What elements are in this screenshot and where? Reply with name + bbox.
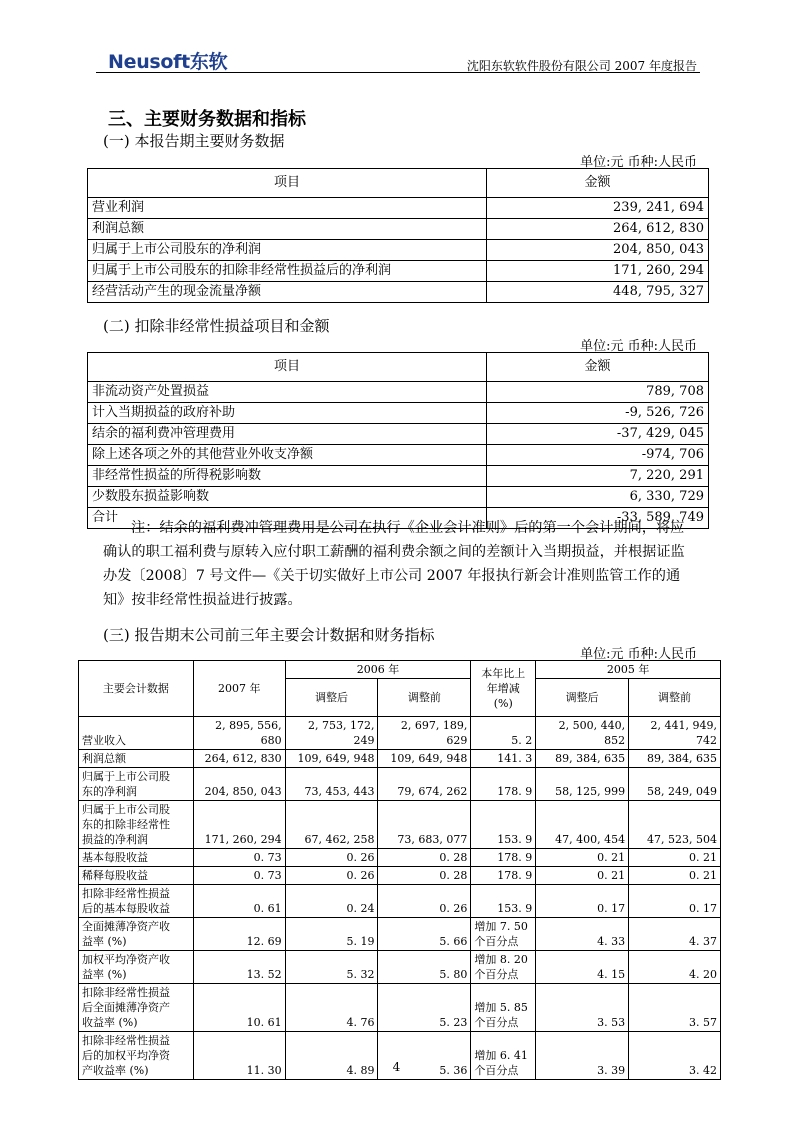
cell-change xyxy=(471,918,536,951)
header-divider xyxy=(96,72,700,73)
section-title: 三、主要财务数据和指标 xyxy=(108,109,306,130)
part3-title: (三) 报告期末公司前三年主要会计数据和财务指标 xyxy=(103,626,435,644)
row-item: 计入当期损益的政府补助 xyxy=(88,403,487,424)
change-line: 增加 8. 20 xyxy=(474,953,528,966)
cell-change xyxy=(471,867,536,885)
cell-y2007: 0. 73 xyxy=(193,867,285,885)
cell-y2007: 10. 61 xyxy=(193,984,285,1032)
header-change: 本年比上 年增减 (%) xyxy=(471,661,536,717)
row-item xyxy=(79,984,194,1032)
cell-a06: 0. 24 xyxy=(285,885,378,918)
row-item-line: 利润总额 xyxy=(82,752,126,765)
table-row xyxy=(88,198,709,219)
row-item-line: 基本每股收益 xyxy=(82,851,148,864)
cell-change xyxy=(471,801,536,849)
cell-a06: 73, 453, 443 xyxy=(285,768,378,801)
change-line: 153. 9 xyxy=(497,833,533,846)
cell-a05: 3. 39 xyxy=(536,1032,629,1080)
cell-b05: 0. 17 xyxy=(629,885,721,918)
report-header-title: 沈阳东软软件股份有限公司 2007 年度报告 xyxy=(466,59,697,73)
cell-a06: 2, 753, 172, 249 xyxy=(285,717,378,750)
cell-b05: 3. 57 xyxy=(629,984,721,1032)
row-item-line: 东的扣除非经常性 xyxy=(82,818,170,831)
row-amount: 789, 708 xyxy=(487,382,709,403)
change-line: 个百分点 xyxy=(474,935,519,948)
row-item xyxy=(79,951,194,984)
cell-b06: 5. 23 xyxy=(378,984,471,1032)
row-item-line: 扣除非经常性损益 xyxy=(82,986,170,999)
row-amount: 239, 241, 694 xyxy=(487,198,709,219)
row-item-line: 产收益率 (%) xyxy=(82,1064,149,1077)
cell-y2007: 13. 52 xyxy=(193,951,285,984)
cell-a06: 67, 462, 258 xyxy=(285,801,378,849)
cell-y2007: 0. 73 xyxy=(193,849,285,867)
row-item-line: 后的加权平均净资 xyxy=(82,1049,170,1062)
row-amount: 171, 260, 294 xyxy=(487,261,709,282)
cell-b05: 0. 21 xyxy=(629,849,721,867)
row-item: 合计 xyxy=(88,508,487,529)
row-item xyxy=(79,849,194,867)
part3-unit: 单位:元 币种:人民币 xyxy=(580,647,697,662)
row-item xyxy=(79,750,194,768)
cell-change xyxy=(471,717,536,750)
row-item: 归属于上市公司股东的净利润 xyxy=(88,240,487,261)
cell-a06: 5. 19 xyxy=(285,918,378,951)
cell-b06: 0. 28 xyxy=(378,849,471,867)
table-row xyxy=(88,382,709,403)
cell-b05: 0. 21 xyxy=(629,867,721,885)
row-amount: 7, 220, 291 xyxy=(487,466,709,487)
cell-b06: 2, 697, 189, 629 xyxy=(378,717,471,750)
cell-y2007: 171, 260, 294 xyxy=(193,801,285,849)
cell-b06: 5. 36 xyxy=(378,1032,471,1080)
row-amount: -33, 589, 749 xyxy=(487,508,709,529)
table-row xyxy=(79,750,721,768)
cell-b06: 5. 66 xyxy=(378,918,471,951)
part1-unit: 单位:元 币种:人民币 xyxy=(580,155,697,170)
row-item-line: 营业收入 xyxy=(82,734,126,747)
cell-a05: 0. 17 xyxy=(536,885,629,918)
cell-y2007: 11. 30 xyxy=(193,1032,285,1080)
row-item-line: 损益的净利润 xyxy=(82,833,148,846)
cell-b06: 0. 26 xyxy=(378,885,471,918)
cell-a06: 0. 26 xyxy=(285,867,378,885)
cell-a05: 58, 125, 999 xyxy=(536,768,629,801)
cell-b06: 79, 674, 262 xyxy=(378,768,471,801)
table-row xyxy=(79,801,721,849)
table-row xyxy=(79,951,721,984)
row-item-line: 收益率 (%) xyxy=(82,1016,138,1029)
row-item: 经营活动产生的现金流量净额 xyxy=(88,282,487,303)
change-line: 个百分点 xyxy=(474,1064,519,1077)
part2-title: (二) 扣除非经常性损益项目和金额 xyxy=(103,317,330,335)
cell-b06: 109, 649, 948 xyxy=(378,750,471,768)
row-item-line: 后全面摊薄净资产 xyxy=(82,1001,170,1014)
table-row xyxy=(79,885,721,918)
main-financial-table xyxy=(87,168,709,303)
row-item-line: 扣除非经常性损益 xyxy=(82,887,170,900)
table-row xyxy=(79,984,721,1032)
row-item xyxy=(79,918,194,951)
row-item-line: 稀释每股收益 xyxy=(82,869,148,882)
header-2007: 2007 年 xyxy=(193,661,285,717)
row-amount: -37, 429, 045 xyxy=(487,424,709,445)
row-item-line: 益率 (%) xyxy=(82,935,127,948)
table-row xyxy=(88,240,709,261)
company-logo: Neusoft东软 xyxy=(108,51,228,73)
cell-y2007: 2, 895, 556, 680 xyxy=(193,717,285,750)
table-row xyxy=(88,466,709,487)
part1-title: (一) 本报告期主要财务数据 xyxy=(103,132,285,150)
cell-change xyxy=(471,984,536,1032)
cell-change xyxy=(471,885,536,918)
row-item-line: 扣除非经常性损益 xyxy=(82,1034,170,1047)
row-item xyxy=(79,867,194,885)
row-item: 非流动资产处置损益 xyxy=(88,382,487,403)
cell-a05: 0. 21 xyxy=(536,849,629,867)
row-amount: 204, 850, 043 xyxy=(487,240,709,261)
cell-y2007: 264, 612, 830 xyxy=(193,750,285,768)
cell-y2007: 0. 61 xyxy=(193,885,285,918)
cell-a06: 0. 26 xyxy=(285,849,378,867)
footnote: 注：结余的福利费冲管理费用是公司在执行《企业会计准则》后的第一个会计期间，将应确认的职工福利费与原转入应付职工薪酬的福利费余额之间的差额计入当期损益，并根据证监办发〔2008〕7 号文件—《关于切实做好上市公司 2007 年报执行新会计准则监管工作的通知》按非经常性损益进行披露。 xyxy=(103,520,685,608)
row-item-line: 东的净利润 xyxy=(82,785,137,798)
cell-b05: 89, 384, 635 xyxy=(629,750,721,768)
change-line: 141. 3 xyxy=(497,752,533,765)
row-item: 非经常性损益的所得税影响数 xyxy=(88,466,487,487)
cell-b06: 73, 683, 077 xyxy=(378,801,471,849)
table-row xyxy=(79,918,721,951)
row-item-line: 归属于上市公司股 xyxy=(82,770,170,783)
table-row xyxy=(79,867,721,885)
cell-b05: 4. 20 xyxy=(629,951,721,984)
cell-a05: 89, 384, 635 xyxy=(536,750,629,768)
part2-unit: 单位:元 币种:人民币 xyxy=(580,339,697,354)
row-item-line: 归属于上市公司股 xyxy=(82,803,170,816)
cell-change xyxy=(471,951,536,984)
header-2006-before: 调整前 xyxy=(378,679,471,717)
row-amount: -974, 706 xyxy=(487,445,709,466)
three-year-table xyxy=(78,660,721,1080)
row-item: 营业利润 xyxy=(88,198,487,219)
row-item-line: 全面摊薄净资产收 xyxy=(82,920,170,933)
change-line: 5. 2 xyxy=(511,734,533,747)
col-header-amount: 金额 xyxy=(487,169,709,198)
row-item-line: 益率 (%) xyxy=(82,968,127,981)
table-row xyxy=(88,445,709,466)
header-2005: 2005 年 xyxy=(536,661,721,679)
change-line: 增加 5. 85 xyxy=(474,1001,528,1014)
row-item xyxy=(79,885,194,918)
row-item: 归属于上市公司股东的扣除非经常性损益后的净利润 xyxy=(88,261,487,282)
cell-b05: 47, 523, 504 xyxy=(629,801,721,849)
cell-a05: 4. 15 xyxy=(536,951,629,984)
cell-a05: 4. 33 xyxy=(536,918,629,951)
col-header-item: 项目 xyxy=(88,353,487,382)
header-2006: 2006 年 xyxy=(285,661,471,679)
table-row xyxy=(79,768,721,801)
cell-change xyxy=(471,768,536,801)
change-line: 178. 9 xyxy=(497,785,533,798)
change-line: 153. 9 xyxy=(497,902,533,915)
cell-change xyxy=(471,849,536,867)
change-line: 178. 9 xyxy=(497,851,533,864)
change-line: 增加 7. 50 xyxy=(474,920,528,933)
row-item xyxy=(79,717,194,750)
row-item: 利润总额 xyxy=(88,219,487,240)
cell-a06: 5. 32 xyxy=(285,951,378,984)
cell-a06: 4. 76 xyxy=(285,984,378,1032)
cell-b05: 58, 249, 049 xyxy=(629,768,721,801)
row-amount: 6, 330, 729 xyxy=(487,487,709,508)
change-line: 个百分点 xyxy=(474,1016,519,1029)
cell-b05: 3. 42 xyxy=(629,1032,721,1080)
col-header-item: 项目 xyxy=(88,169,487,198)
table-row xyxy=(79,849,721,867)
cell-b06: 5. 80 xyxy=(378,951,471,984)
table-row xyxy=(79,717,721,750)
row-amount: 264, 612, 830 xyxy=(487,219,709,240)
cell-y2007: 204, 850, 043 xyxy=(193,768,285,801)
row-item: 除上述各项之外的其他营业外收支净额 xyxy=(88,445,487,466)
row-item-line: 加权平均净资产收 xyxy=(82,953,170,966)
cell-b06: 0. 28 xyxy=(378,867,471,885)
table-row xyxy=(88,282,709,303)
header-item: 主要会计数据 xyxy=(79,661,194,717)
table-row xyxy=(88,219,709,240)
cell-b05: 2, 441, 949, 742 xyxy=(629,717,721,750)
row-amount: -9, 526, 726 xyxy=(487,403,709,424)
table-row xyxy=(88,261,709,282)
change-line: 增加 6. 41 xyxy=(474,1049,528,1062)
non-recurring-table xyxy=(87,352,709,529)
cell-a05: 2, 500, 440, 852 xyxy=(536,717,629,750)
row-item-line: 后的基本每股收益 xyxy=(82,902,170,915)
header-2005-adjusted: 调整后 xyxy=(536,679,629,717)
cell-a06: 109, 649, 948 xyxy=(285,750,378,768)
page-number: 4 xyxy=(392,1060,401,1074)
header-2005-before: 调整前 xyxy=(629,679,721,717)
row-item xyxy=(79,801,194,849)
row-item xyxy=(79,768,194,801)
cell-change xyxy=(471,750,536,768)
row-item: 结余的福利费冲管理费用 xyxy=(88,424,487,445)
header-2006-adjusted: 调整后 xyxy=(285,679,378,717)
row-item: 少数股东损益影响数 xyxy=(88,487,487,508)
col-header-amount: 金额 xyxy=(487,353,709,382)
cell-a06: 4. 89 xyxy=(285,1032,378,1080)
table-row xyxy=(88,487,709,508)
change-line: 178. 9 xyxy=(497,869,533,882)
cell-a05: 47, 400, 454 xyxy=(536,801,629,849)
row-amount: 448, 795, 327 xyxy=(487,282,709,303)
cell-b05: 4. 37 xyxy=(629,918,721,951)
cell-a05: 0. 21 xyxy=(536,867,629,885)
cell-a05: 3. 53 xyxy=(536,984,629,1032)
cell-y2007: 12. 69 xyxy=(193,918,285,951)
table-row xyxy=(88,424,709,445)
table-row xyxy=(88,403,709,424)
change-line: 个百分点 xyxy=(474,968,519,981)
